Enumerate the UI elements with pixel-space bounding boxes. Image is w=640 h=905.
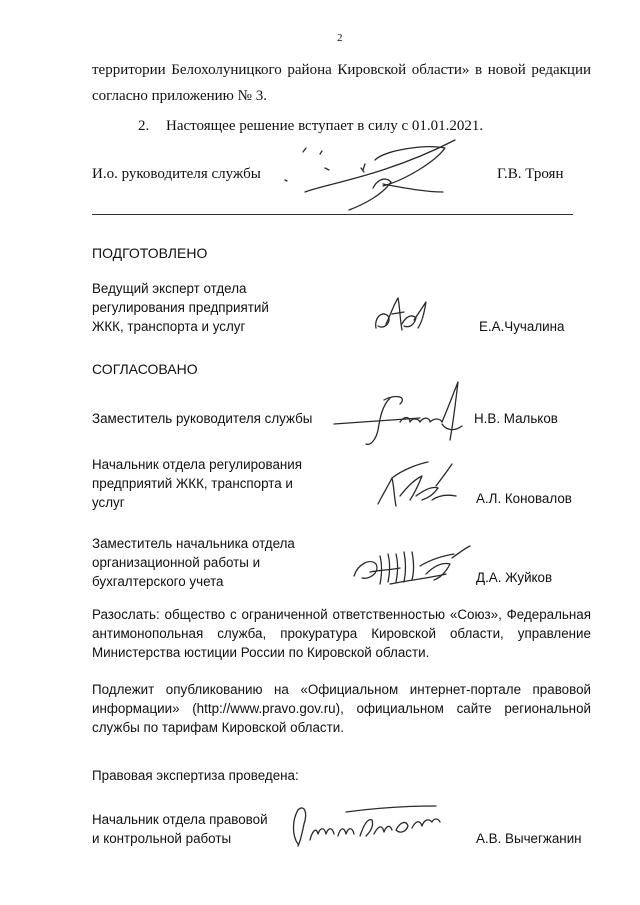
legal-review-heading: Правовая экспертиза проведена: [92,768,299,783]
distribution-line-3: Министерства юстиции России по Кировской области. [92,645,430,660]
page-number: 2 [337,32,343,44]
legal-review-position-line-2: и контрольной работы [92,831,232,846]
legal-review-position-line-1: Начальник отдела правовой [92,812,268,827]
agreed-signer-1-signature-image [330,378,480,450]
decision-item-2-text: Настоящее решение вступает в силу с 01.01.2021. [166,118,484,134]
head-position: И.о. руководителя службы [92,166,261,182]
agreed-signer-2-name: А.Л. Коновалов [476,491,572,506]
separator-line [92,214,573,215]
prepared-position-line-2: регулирования предприятий [92,300,269,315]
agreed-signer-2-position-line-2: предприятий ЖКК, транспорта и [92,476,293,491]
prepared-position-line-3: ЖКК, транспорта и услуг [92,319,246,334]
head-name: Г.В. Троян [497,166,564,182]
publication-line-2: информации» (http://www.pravo.gov.ru), официальном сайте региональной [92,701,591,716]
agreed-signer-1-position: Заместитель руководителя службы [92,411,313,426]
decision-line-1: территории Белохолуницкого района Кировской области» в новой редакции [92,62,591,78]
distribution-line-1: Разослать: общество с ограниченной ответственностью «Союз», Федеральная [92,607,591,622]
prepared-position-line-1: Ведущий эксперт отдела [92,281,247,296]
prepared-heading: ПОДГОТОВЛЕНО [92,245,208,261]
agreed-signer-3-position-line-2: организационной работы и [92,555,261,570]
prepared-signature-image [372,296,432,341]
agreed-signer-3-position-line-3: бухгалтерского учета [92,574,224,589]
publication-line-3: службы по тарифам Кировской области. [92,720,344,735]
agreed-signer-2-position-line-1: Начальник отдела регулирования [92,457,303,472]
decision-item-2-number: 2. [138,118,150,134]
publication-line-1: Подлежит опубликованию на «Официальном интернет-портале правовой [92,682,591,697]
legal-review-name: А.В. Вычегжанин [476,831,582,846]
agreed-signer-2-signature-image [372,456,462,516]
decision-line-2: согласно приложению № 3. [92,88,267,104]
prepared-name: Е.А.Чучалина [479,319,565,334]
agreed-signer-1-name: Н.В. Мальков [474,411,558,426]
agreed-signer-3-signature-image [350,544,480,594]
legal-review-signature-image [286,800,446,855]
head-signature-image [265,140,465,215]
agreed-signer-3-name: Д.А. Жуйков [476,570,553,585]
agreed-signer-3-position-line-1: Заместитель начальника отдела [92,536,295,551]
agreed-heading: СОГЛАСОВАНО [92,361,198,377]
distribution-line-2: антимонопольная служба, прокуратура Кировской области, управление [92,626,591,641]
agreed-signer-2-position-line-3: услуг [92,495,125,510]
